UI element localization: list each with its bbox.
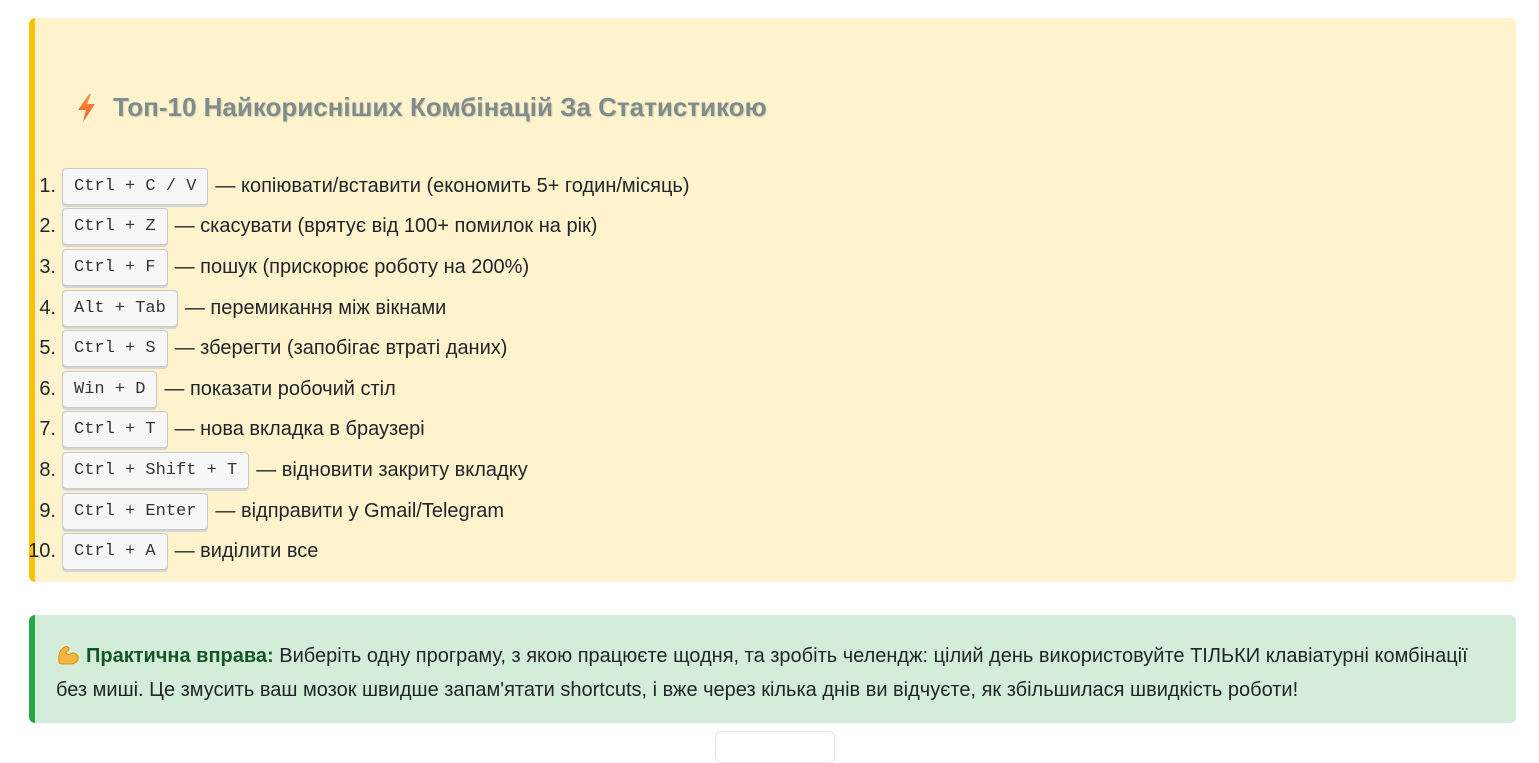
list-number: 2. bbox=[39, 215, 56, 238]
shortcut-item bbox=[35, 450, 662, 491]
shortcut-row bbox=[39, 208, 598, 245]
shortcut-row bbox=[39, 249, 530, 286]
key-combo: Alt + Tab bbox=[62, 290, 178, 327]
shortcut-description: — відновити закриту вкладку bbox=[256, 458, 528, 481]
shortcut-row bbox=[28, 533, 319, 570]
list-number: 6. bbox=[39, 377, 56, 400]
shortcut-item bbox=[35, 166, 690, 207]
shortcut-row bbox=[39, 452, 528, 489]
shortcut-description: — нова вкладка в браузері bbox=[174, 418, 425, 441]
shortcut-item bbox=[35, 207, 662, 248]
shortcut-description: — показати робочий стіл bbox=[164, 377, 396, 400]
key-combo: Ctrl + Shift + T bbox=[62, 452, 249, 489]
tip-label: Практична вправа: bbox=[86, 645, 274, 667]
section-title-text: Топ-10 Найкорисніших Комбінацій За Статистикою bbox=[113, 92, 767, 122]
shortcut-description: — пошук (прискорює роботу на 200%) bbox=[174, 255, 530, 278]
shortcut-item bbox=[35, 491, 662, 532]
shortcut-item bbox=[35, 288, 662, 329]
shortcut-description: — скасувати (врятує від 100+ помилок на рік) bbox=[174, 215, 598, 238]
list-number: 3. bbox=[39, 255, 56, 278]
tip-text: Виберіть одну програму, з якою працюєте щодня, та зробіть челендж: цілий день використовуйте ТІЛЬКИ клавіатурні комбінації без миші. Це змусить ваш мозок швидше запам'ятати shortcuts, і вже через кілька днів ви відчуєте, як збільшилася швидкість роботи! bbox=[56, 645, 1468, 701]
shortcut-description: — виділити все bbox=[174, 540, 319, 563]
shortcut-row bbox=[39, 330, 508, 367]
section-title bbox=[75, 92, 767, 123]
flexed-biceps-icon bbox=[56, 643, 80, 665]
shortcut-item bbox=[28, 531, 662, 572]
key-combo: Win + D bbox=[62, 371, 157, 408]
shortcut-row bbox=[39, 411, 425, 448]
shortcut-row bbox=[39, 290, 447, 327]
list-number: 1. bbox=[39, 174, 56, 197]
key-combo: Ctrl + C / V bbox=[62, 168, 208, 205]
shortcut-description: — перемикання між вікнами bbox=[184, 296, 447, 319]
list-number: 4. bbox=[39, 296, 56, 319]
key-combo: Ctrl + A bbox=[62, 533, 168, 570]
shortcut-row bbox=[39, 493, 505, 530]
key-combo: Ctrl + Enter bbox=[62, 493, 208, 530]
list-number: 10. bbox=[28, 540, 56, 563]
shortcut-description: — відправити у Gmail/Telegram bbox=[215, 499, 505, 522]
next-element-edge bbox=[715, 731, 835, 763]
shortcut-item bbox=[35, 369, 662, 410]
shortcuts-callout bbox=[29, 18, 1516, 582]
shortcut-row bbox=[39, 168, 690, 205]
lightning-icon bbox=[75, 93, 99, 123]
practice-tip-callout bbox=[29, 615, 1516, 723]
shortcut-item bbox=[35, 410, 662, 451]
shortcut-description: — зберегти (запобігає втраті даних) bbox=[174, 337, 508, 360]
shortcut-row bbox=[39, 371, 396, 408]
list-number: 9. bbox=[39, 499, 56, 522]
key-combo: Ctrl + F bbox=[62, 249, 168, 286]
list-number: 5. bbox=[39, 337, 56, 360]
shortcut-item bbox=[35, 328, 662, 369]
list-number: 7. bbox=[39, 418, 56, 441]
shortcut-description: — копіювати/вставити (економить 5+ годин/місяць) bbox=[215, 174, 690, 197]
key-combo: Ctrl + T bbox=[62, 411, 168, 448]
list-number: 8. bbox=[39, 458, 56, 481]
shortcut-list bbox=[28, 166, 690, 572]
shortcut-item bbox=[35, 247, 662, 288]
key-combo: Ctrl + S bbox=[62, 330, 168, 367]
key-combo: Ctrl + Z bbox=[62, 208, 168, 245]
